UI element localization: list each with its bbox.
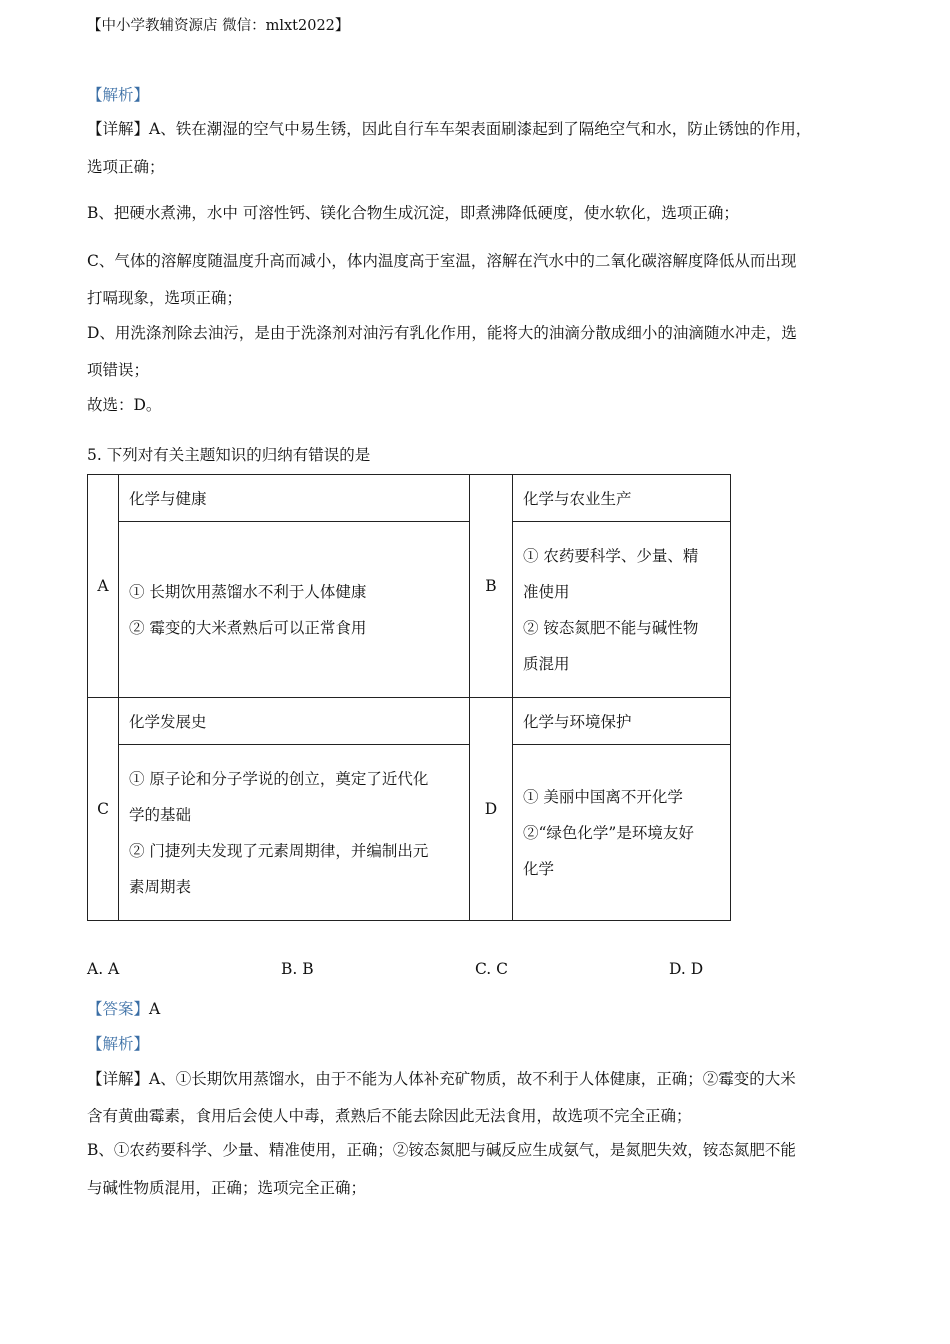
answer-value: A	[149, 1000, 161, 1018]
answer-detail-text: A、①长期饮用蒸馏水，由于不能为人体补充矿物质，故不利于人体健康，正确；②霉变的大米	[149, 1070, 796, 1088]
option-letter-d: D	[470, 698, 513, 921]
option-a[interactable]: A. A	[87, 960, 120, 978]
topic-item: 素周期表	[129, 877, 192, 896]
explanation-line-6: D、用洗涤剂除去油污，是由于洗涤剂对油污有乳化作用，能将大的油滴分散成细小的油滴随水冲走，选	[87, 324, 797, 342]
answer-line	[87, 997, 160, 1019]
topic-item: ②“绿色化学”是环境友好	[523, 823, 694, 842]
topic-content-b	[513, 522, 731, 698]
explanation-line-1	[87, 117, 811, 139]
answer-detail-line-3: B、①农药要科学、少量、精准使用，正确；②铵态氮肥与碱反应生成氨气，是氮肥失效，铵态氮肥不能	[87, 1141, 796, 1159]
answer-detail-line-4: 与碱性物质混用，正确；选项完全正确；	[87, 1179, 367, 1197]
topic-title-c: 化学发展史	[119, 698, 470, 745]
explanation-line-4: C、气体的溶解度随温度升高而减小，体内温度高于室温，溶解在汽水中的二氧化碳溶解度降低从而出现	[87, 252, 797, 270]
answer-detail-line-2: 含有黄曲霉素，食用后会使人中毒，煮熟后不能去除因此无法食用，故选项不完全正确；	[87, 1107, 692, 1125]
explanation-line-3: B、把硬水煮沸，水中 可溶性钙、镁化合物生成沉淀，即煮沸降低硬度，使水软化，选项正确；	[87, 204, 739, 222]
topic-content-c	[119, 745, 470, 921]
topic-item: ① 原子论和分子学说的创立，奠定了近代化	[129, 769, 429, 788]
topic-item: 准使用	[523, 582, 570, 601]
topic-item: ① 长期饮用蒸馏水不利于人体健康	[129, 582, 367, 601]
topic-table	[87, 474, 731, 921]
option-c[interactable]: C. C	[475, 960, 509, 978]
option-d[interactable]: D. D	[669, 960, 704, 978]
topic-item: ② 门捷列夫发现了元素周期律，并编制出元	[129, 841, 429, 860]
option-letter-c: C	[88, 698, 119, 921]
answer-detail-label: 【详解】	[87, 1070, 150, 1088]
explanation-line-5: 打嗝现象，选项正确；	[87, 289, 243, 307]
topic-item: ② 铵态氮肥不能与碱性物	[523, 618, 699, 637]
explanation-line-7: 项错误；	[87, 361, 150, 379]
topic-item: ① 美丽中国离不开化学	[523, 787, 683, 806]
topic-item: 化学	[523, 859, 555, 878]
detail-label: 【详解】	[87, 120, 150, 138]
topic-title-b: 化学与农业生产	[513, 475, 731, 522]
topic-item: ① 农药要科学、少量、精	[523, 546, 699, 565]
explanation-line-2: 选项正确；	[87, 158, 165, 176]
option-letter-b: B	[470, 475, 513, 698]
topic-item: ② 霉变的大米煮熟后可以正常食用	[129, 618, 367, 637]
option-b[interactable]: B. B	[281, 960, 314, 978]
topic-title-a: 化学与健康	[119, 475, 470, 522]
topic-item: 学的基础	[129, 805, 192, 824]
answer-label: 【答案】	[87, 1000, 150, 1018]
watermark-header: 【中小学教辅资源店 微信：mlxt2022】	[87, 18, 350, 34]
question-stem: 5. 下列对有关主题知识的归纳有错误的是	[87, 446, 371, 464]
jiexi-label: 【解析】	[87, 86, 150, 104]
topic-content-d	[513, 745, 731, 921]
option-letter-a: A	[88, 475, 119, 698]
topic-item: 质混用	[523, 654, 570, 673]
explanation-text: A、铁在潮湿的空气中易生锈，因此自行车车架表面刷漆起到了隔绝空气和水，防止锈蚀的作用，	[149, 120, 812, 138]
answer-detail-line-1	[87, 1067, 796, 1089]
answer-jiexi-label: 【解析】	[87, 1035, 150, 1053]
topic-content-a	[119, 522, 470, 698]
conclusion-line: 故选：D。	[87, 396, 162, 414]
topic-title-d: 化学与环境保护	[513, 698, 731, 745]
